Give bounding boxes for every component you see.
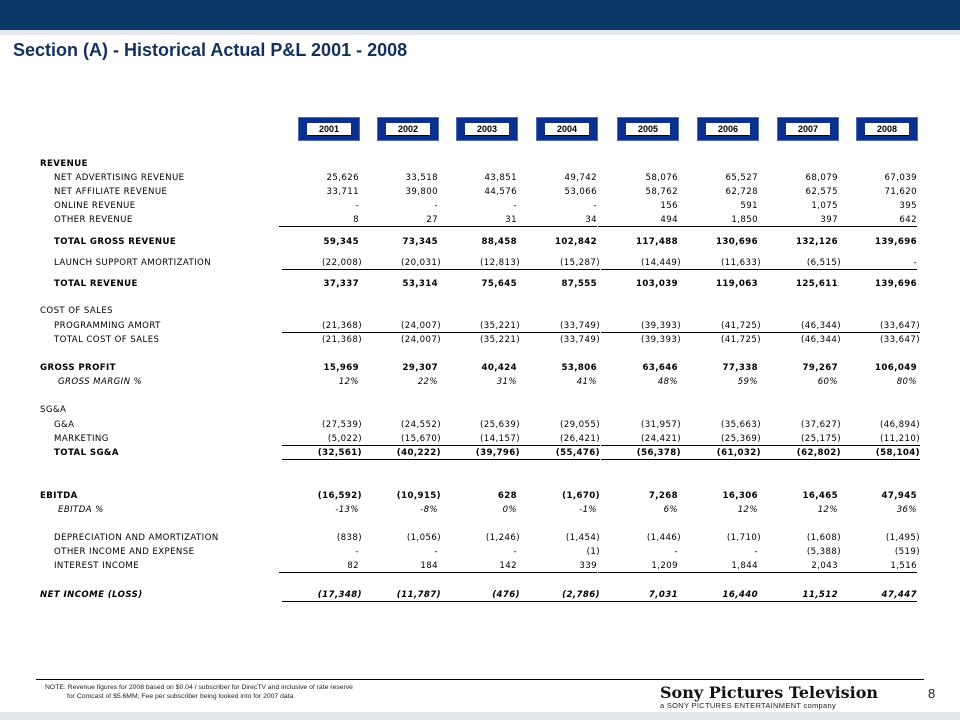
cell-2006: (1,710): [726, 533, 761, 543]
cell-2003: 40,424: [481, 363, 517, 373]
row-label: G&A: [54, 420, 75, 430]
cell-2008: (519): [894, 547, 920, 557]
cell-2003: (25,639): [480, 420, 520, 430]
cell-2004: (26,421): [520, 433, 600, 446]
cell-2006: (35,663): [721, 420, 761, 430]
cell-2008: 36%: [896, 505, 917, 515]
table-row: [0, 546, 960, 558]
footer-divider: [36, 679, 924, 680]
cell-2005: (39,393): [601, 320, 681, 333]
cell-2001: 12%: [338, 377, 359, 387]
cell-2008: (33,647): [840, 320, 920, 333]
cell-2007: (1,608): [806, 533, 841, 543]
footnote-line-1: NOTE: Revenue figures for 2008 based on $0.04 / subscriber for DirecTV and inclusive of rate reserve: [45, 684, 353, 691]
cell-2003: (476): [440, 589, 520, 602]
table-row: [0, 589, 960, 601]
row-label: REVENUE: [40, 159, 88, 169]
cell-2008: 106,049: [875, 363, 917, 373]
cell-2002: (10,915): [396, 491, 441, 501]
cell-2006: 1,850: [678, 214, 758, 227]
cell-2008: 47,945: [881, 491, 917, 501]
cell-2004: 34: [517, 214, 597, 227]
cell-2006: 119,063: [716, 279, 758, 289]
cell-2001: -: [355, 547, 359, 557]
cell-2004: 53,066: [564, 187, 597, 197]
cell-2005: (56,378): [601, 447, 681, 460]
table-row: [0, 490, 960, 502]
cell-2006: (41,725): [681, 320, 761, 333]
cell-2006: 1,844: [678, 560, 758, 573]
cell-2008: (46,894): [880, 420, 920, 430]
table-row: [0, 376, 960, 388]
cell-2001: 25,626: [326, 173, 359, 183]
cell-2005: 6%: [663, 505, 678, 515]
row-label: EBITDA: [40, 491, 78, 501]
cell-2005: (14,449): [601, 257, 681, 270]
cell-2002: (40,222): [361, 447, 441, 460]
cell-2002: (11,787): [361, 589, 441, 602]
year-label: 2005: [626, 123, 670, 136]
table-row: [0, 172, 960, 184]
cell-2005: -: [674, 547, 678, 557]
cell-2002: (24,007): [401, 335, 441, 345]
row-label: NET ADVERTISING REVENUE: [54, 173, 185, 183]
year-label: 2003: [465, 123, 509, 136]
year-label: 2007: [786, 123, 830, 136]
cell-2008: 71,620: [884, 187, 917, 197]
sony-pictures-television-logo: [660, 683, 910, 709]
cell-2001: 59,345: [323, 237, 359, 247]
cell-2001: (5,022): [282, 433, 362, 446]
cell-2004: 53,806: [561, 363, 597, 373]
cell-2004: 41%: [576, 377, 597, 387]
cell-2008: (33,647): [880, 335, 920, 345]
cell-2006: 77,338: [722, 363, 758, 373]
row-label: COST OF SALES: [40, 306, 114, 316]
cell-2004: (1): [586, 547, 600, 557]
cell-2008: (1,495): [885, 533, 920, 543]
row-label: INTEREST INCOME: [54, 561, 140, 571]
cell-2007: (46,344): [761, 320, 841, 333]
cell-2007: 2,043: [758, 560, 838, 573]
cell-2002: 27: [358, 214, 438, 227]
row-label: EBITDA %: [58, 505, 104, 515]
page-title: Section (A) - Historical Actual P&L 2001 - 2008: [13, 40, 408, 60]
row-label: DEPRECIATION AND AMORTIZATION: [54, 533, 219, 543]
cell-2005: 156: [660, 201, 678, 211]
cell-2001: (16,592): [317, 491, 362, 501]
year-label: 2001: [307, 123, 351, 136]
year-label: 2006: [706, 123, 750, 136]
cell-2006: 16,306: [722, 491, 758, 501]
cell-2008: 67,039: [884, 173, 917, 183]
cell-2008: -: [837, 257, 917, 270]
table-row: [0, 504, 960, 516]
cell-2006: 591: [740, 201, 758, 211]
cell-2006: 65,527: [725, 173, 758, 183]
cell-2003: 142: [437, 560, 517, 573]
cell-2002: 39,800: [405, 187, 438, 197]
table-row: [0, 305, 960, 317]
cell-2002: 29,307: [402, 363, 438, 373]
cell-2003: 75,645: [481, 279, 517, 289]
cell-2006: (25,369): [681, 433, 761, 446]
cell-2001: 33,711: [326, 187, 359, 197]
row-label: SG&A: [40, 405, 67, 415]
cell-2005: (39,393): [641, 335, 681, 345]
cell-2005: 7,031: [598, 589, 678, 602]
cell-2003: 44,576: [484, 187, 517, 197]
cell-2008: 642: [837, 214, 917, 227]
table-row: [0, 433, 960, 445]
row-label: GROSS MARGIN %: [58, 377, 143, 387]
cell-2006: 130,696: [716, 237, 758, 247]
page-number: 8: [928, 686, 936, 701]
cell-2004: -: [593, 201, 597, 211]
cell-2007: 11,512: [758, 589, 838, 602]
cell-2003: (39,796): [440, 447, 520, 460]
cell-2007: 62,575: [805, 187, 838, 197]
table-row: [0, 200, 960, 212]
table-row: [0, 560, 960, 572]
cell-2005: 494: [598, 214, 678, 227]
cell-2004: (33,749): [560, 335, 600, 345]
cell-2005: 48%: [657, 377, 678, 387]
table-row: [0, 257, 960, 269]
cell-2004: (15,287): [520, 257, 600, 270]
cell-2003: (35,221): [480, 335, 520, 345]
year-label: 2004: [545, 123, 589, 136]
table-row: [0, 447, 960, 459]
table-row: [0, 236, 960, 248]
cell-2007: (5,388): [806, 547, 841, 557]
cell-2005: 58,076: [645, 173, 678, 183]
cell-2001: (21,368): [322, 335, 362, 345]
cell-2007: 1,075: [811, 201, 838, 211]
cell-2001: (22,008): [282, 257, 362, 270]
cell-2003: 88,458: [481, 237, 517, 247]
cell-2003: 31%: [496, 377, 517, 387]
cell-2004: 49,742: [564, 173, 597, 183]
cell-2001: 15,969: [323, 363, 359, 373]
cell-2001: (27,539): [322, 420, 362, 430]
cell-2008: (11,210): [840, 433, 920, 446]
cell-2007: (46,344): [801, 335, 841, 345]
cell-2006: 59%: [737, 377, 758, 387]
year-label: 2002: [386, 123, 430, 136]
footnote-line-2: for Comcast of $5.6MM; Fee per subscriber being looked into for 2007 data.: [67, 693, 296, 700]
cell-2008: (58,104): [840, 447, 920, 460]
row-label: OTHER INCOME AND EXPENSE: [54, 547, 195, 557]
cell-2004: (1,670): [562, 491, 600, 501]
cell-2005: (1,446): [646, 533, 681, 543]
cell-2003: 43,851: [484, 173, 517, 183]
row-label: PROGRAMMING AMORT: [54, 321, 161, 331]
table-row: [0, 158, 960, 170]
cell-2004: (55,476): [520, 447, 600, 460]
cell-2004: 87,555: [561, 279, 597, 289]
cell-2002: -: [434, 547, 438, 557]
logo-tagline: a SONY PICTURES ENTERTAINMENT company: [660, 701, 837, 710]
cell-2003: (12,813): [440, 257, 520, 270]
cell-2005: 7,268: [648, 491, 678, 501]
row-label: TOTAL SG&A: [54, 448, 119, 458]
cell-2006: 12%: [737, 505, 758, 515]
row-label: ONLINE REVENUE: [54, 201, 136, 211]
table-row: [0, 362, 960, 374]
cell-2007: 60%: [817, 377, 838, 387]
cell-2001: 82: [279, 560, 359, 573]
cell-2006: 62,728: [725, 187, 758, 197]
year-label: 2008: [865, 123, 909, 136]
table-row: [0, 214, 960, 226]
cell-2008: 1,516: [837, 560, 917, 573]
row-label: TOTAL GROSS REVENUE: [54, 237, 177, 247]
cell-2002: 73,345: [402, 237, 438, 247]
cell-2003: 628: [497, 491, 517, 501]
cell-2003: 0%: [502, 505, 517, 515]
row-label: NET AFFILIATE REVENUE: [54, 187, 168, 197]
cell-2004: -1%: [579, 505, 597, 515]
cell-2001: (32,561): [282, 447, 362, 460]
cell-2002: -8%: [420, 505, 438, 515]
cell-2006: (61,032): [681, 447, 761, 460]
cell-2008: 47,447: [837, 589, 917, 602]
cell-2006: 16,440: [678, 589, 758, 602]
cell-2002: 22%: [417, 377, 438, 387]
cell-2008: 80%: [896, 377, 917, 387]
cell-2003: -: [513, 547, 517, 557]
cell-2004: (2,786): [520, 589, 600, 602]
cell-2001: -: [355, 201, 359, 211]
cell-2004: 102,842: [555, 237, 597, 247]
cell-2005: 1,209: [598, 560, 678, 573]
cell-2001: (21,368): [282, 320, 362, 333]
cell-2007: (62,802): [761, 447, 841, 460]
cell-2002: (1,056): [406, 533, 441, 543]
cell-2003: (35,221): [440, 320, 520, 333]
cell-2002: (24,552): [401, 420, 441, 430]
cell-2006: (11,633): [681, 257, 761, 270]
cell-2005: 58,762: [645, 187, 678, 197]
cell-2007: (37,627): [801, 420, 841, 430]
cell-2001: -13%: [335, 505, 359, 515]
cell-2007: 12%: [817, 505, 838, 515]
cell-2002: 53,314: [402, 279, 438, 289]
table-row: [0, 186, 960, 198]
cell-2007: 79,267: [802, 363, 838, 373]
cell-2001: 8: [279, 214, 359, 227]
cell-2008: 139,696: [875, 237, 917, 247]
row-label: NET INCOME (LOSS): [40, 590, 143, 600]
cell-2005: 63,646: [642, 363, 678, 373]
cell-2004: 339: [517, 560, 597, 573]
cell-2002: (24,007): [361, 320, 441, 333]
cell-2001: (17,348): [282, 589, 362, 602]
cell-2007: 125,611: [796, 279, 838, 289]
cell-2002: (15,670): [361, 433, 441, 446]
logo-wordmark: Sony Pictures Television: [660, 683, 879, 702]
cell-2002: -: [434, 201, 438, 211]
table-row: [0, 419, 960, 431]
cell-2007: 68,079: [805, 173, 838, 183]
cell-2002: 184: [358, 560, 438, 573]
cell-2008: 395: [899, 201, 917, 211]
cell-2007: 132,126: [796, 237, 838, 247]
cell-2007: (25,175): [761, 433, 841, 446]
cell-2004: (33,749): [520, 320, 600, 333]
cell-2005: (24,421): [601, 433, 681, 446]
cell-2003: (14,157): [440, 433, 520, 446]
row-label: MARKETING: [54, 434, 109, 444]
table-row: [0, 334, 960, 346]
footnote: [45, 683, 353, 701]
cell-2001: (838): [336, 533, 362, 543]
cell-2007: 16,465: [802, 491, 838, 501]
cell-2007: (6,515): [761, 257, 841, 270]
cell-2006: -: [754, 547, 758, 557]
cell-2004: (1,454): [565, 533, 600, 543]
cell-2003: -: [513, 201, 517, 211]
cell-2002: 33,518: [405, 173, 438, 183]
cell-2005: 117,488: [636, 237, 678, 247]
row-label: TOTAL COST OF SALES: [54, 335, 160, 345]
table-row: [0, 532, 960, 544]
row-label: LAUNCH SUPPORT AMORTIZATION: [54, 258, 212, 268]
table-row: [0, 278, 960, 290]
cell-2004: (29,055): [560, 420, 600, 430]
row-label: TOTAL REVENUE: [54, 279, 138, 289]
footer-shade: [0, 712, 960, 720]
cell-2003: (1,246): [485, 533, 520, 543]
cell-2006: (41,725): [721, 335, 761, 345]
cell-2002: (20,031): [361, 257, 441, 270]
table-row: [0, 320, 960, 332]
cell-2003: 31: [437, 214, 517, 227]
cell-2005: 103,039: [636, 279, 678, 289]
row-label: GROSS PROFIT: [40, 363, 116, 373]
cell-2005: (31,957): [641, 420, 681, 430]
cell-2001: 37,337: [323, 279, 359, 289]
table-row: [0, 404, 960, 416]
row-label: OTHER REVENUE: [54, 215, 133, 225]
cell-2008: 139,696: [875, 279, 917, 289]
cell-2007: 397: [758, 214, 838, 227]
